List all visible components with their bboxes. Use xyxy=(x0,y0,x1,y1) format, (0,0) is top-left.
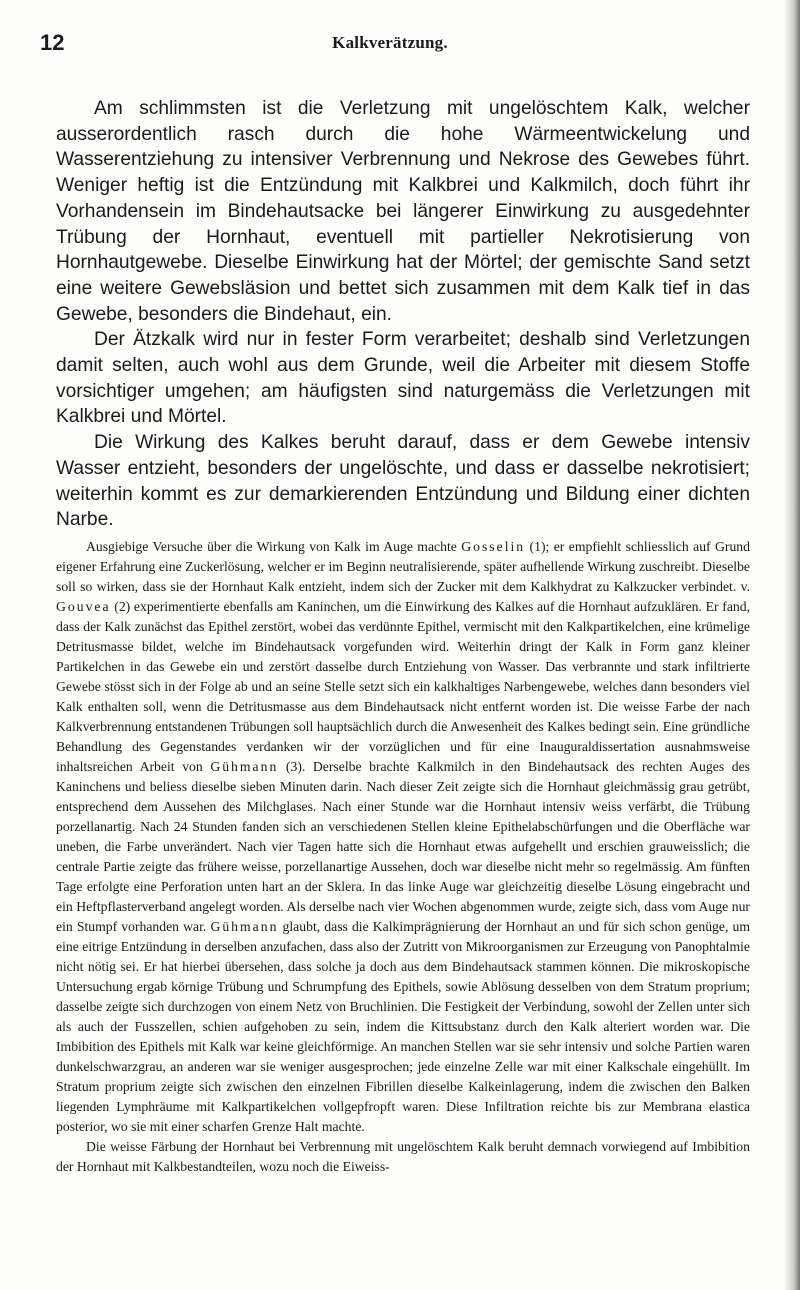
paragraph-2: Der Ätzkalk wird nur in fester Form verarbeitet; deshalb sind Verletzungen damit selten, auch wohl aus dem Grunde, weil die Arbeiter mit diesem Stoffe vorsichtiger umgehen; am häufigsten sind naturgemäss die Verletzungen mit Kalkbrei und Mörtel. xyxy=(56,329,750,428)
header-title: Kalkverätzung. xyxy=(332,33,448,52)
text-run: (3). Derselbe brachte Kalkmilch in den Bindehautsack des rechten Auges des Kaninchens und beliess dieselbe sieben Minuten darin. Nach dieser Zeit zeigte sich die Hornhaut gleichmässig grau getrübt, entsprechend dem Aussehen des Milchglases. Nach einer Stunde war die Hornhaut intensiv weiss verfärbt, die Trübung porzellanartig. Nach 24 Stunden fanden sich an verschiedenen Stellen kleine Epithelabschürfungen und die Oberfläche war uneben, die Farbe unverändert. Nach vier Tagen hatte sich die Hornhaut etwas aufgehellt und erschien grauweisslich; die centrale Partie zeigte das frühere weisse, porzellanartige Aussehen, doch war dieselbe nicht mehr so regelmässig. Am fünften Tage erfolgte eine Perforation unten hart an der Sklera. In das linke Auge war gleichzeitig dieselbe Lösung eingebracht und ein Heftpflasterverband angelegt worden. Als derselbe nach vier Wochen abgenommen wurde, zeigte sich, dass vom Auge nur ein Stumpf vorhanden war. xyxy=(56,758,750,934)
text-run: (2) experimentierte ebenfalls am Kaninchen, um die Einwirkung des Kalkes auf die Hornhaut aufzuklären. Er fand, dass der Kalk zunächst das Epithel zerstört, wobei das verdünnte Epithel, vermischt mit den Kalkpartikelchen, eine krümelige Detritusmasse bildet, welche im Bindehautsack vorgefunden wird. Weiterhin dringt der Kalk in Form ganz kleiner Partikelchen in das Gewebe ein und zerstört dasselbe durch Entziehung von Wasser. Das verbrannte und stark infiltrierte Gewebe stösst sich in der Folge ab und an seine Stelle setzt sich ein kalkhaltiges Narbengewebe, welches dann besonders viel Kalk enthalten soll, wenn die Detritusmasse aus dem Bindehautsack nicht entfernt worden ist. Die weisse Farbe der nach Kalkverbrennung entstandenen Trübungen soll hauptsächlich durch die Anwesenheit des Kalkes bedingt sein. Eine gründliche Behandlung des Gegenstandes verdanken wir der vorzüglichen und für eine Inauguraldissertation ausnahmsweise inhaltsreichen Arbeit von xyxy=(56,598,750,774)
page-number: 12 xyxy=(40,30,65,55)
text-run: glaubt, dass die Kalkimprägnierung der Hornhaut an und für sich schon genüge, um eine eitrige Entzündung in derselben anzufachen, dass also der Zutritt von Mikroorganismen zur Erzeugung von Panophtalmie nicht nötig sei. Er hat hierbei übersehen, dass solche ja doch aus dem Bindehautsack stammen können. Die mikroskopische Untersuchung ergab körnige Trübung und Schrumpfung des Epithels, sowie Ablösung desselben von dem Stratum proprium; dasselbe zeigte sich durchzogen von einem Netz von Bruchlinien. Die Festigkeit der Verbindung, sowohl der Zellen unter sich als auch der Fusszellen, schien aufgehoben zu sein, indem die Kittsubstanz durch den Kalk alteriert worden war. Die Imbibition des Epithels mit Kalk war keine gleichförmige. An manchen Stellen war sie sehr intensiv und solche Partien waren dunkelschwarzgrau, an anderen war sie weniger ausgesprochen; jede einzelne Zelle war mit einer Kalkschale eingehüllt. Im Stratum proprium zeigte sich zwischen den einzelnen Fibrillen dieselbe Kalkeinlagerung, indem die zwischen den Balken liegenden Lymphräume mit Kalkpartikelchen vollgepfropft waren. Diese Infiltration reichte bis zur Membrana elastica posterior, wo sie mit einer scharfen Grenze Halt machte. xyxy=(56,918,750,1134)
text-run: Ausgiebige Versuche über die Wirkung von Kalk im Auge machte xyxy=(86,538,462,554)
body-text xyxy=(56,96,750,1177)
author-name-gouvea: Gouvea xyxy=(56,598,111,614)
small-paragraph-1 xyxy=(56,537,750,1137)
paragraph-1: Am schlimmsten ist die Verletzung mit ungelöschtem Kalk, welcher ausserordentlich rasch durch die hohe Wärmeentwickelung und Wasserentziehung zu intensiver Verbrennung und Nekrose des Gewebes führt. Weniger heftig ist die Entzündung mit Kalkbrei und Kalkmilch, doch führt ihr Vorhandensein im Bindehautsacke bei längerer Einwirkung zu ausgedehnter Trübung der Hornhaut, eventuell mit partieller Nekrotisierung von Hornhautgewebe. Dieselbe Einwirkung hat der Mörtel; der gemischte Sand setzt eine weitere Gewebsläsion und bettet sich zusammen mit dem Kalk tief in das Gewebe, besonders die Bindehaut, ein. xyxy=(56,98,750,325)
text-run: (1); er empfiehlt schliesslich auf Grund eigener Erfahrung eine Zuckerlösung, welcher er im Beginn neutralisierende, später aufhellende Wirkung zuschreibt. Dieselbe soll so wirken, dass sie der Hornhaut Kalk entzieht, indem sich der Zucker mit dem Kalkhydrat zu Kalkzucker verbindet. v. xyxy=(56,538,750,594)
running-head xyxy=(40,30,740,58)
paragraph-3: Die Wirkung des Kalkes beruht darauf, dass er dem Gewebe intensiv Wasser entzieht, besonders der ungelöschte, und dass er dasselbe nekrotisiert; weiterhin kommt es zur demarkierenden Entzündung und Bildung einer dichten Narbe. xyxy=(56,432,750,531)
page-edge-shadow xyxy=(784,0,800,1290)
small-paragraph-2: Die weisse Färbung der Hornhaut bei Verbrennung mit ungelöschtem Kalk beruht demnach vorwiegend auf Imbibition der Hornhaut mit Kalkbestandteilen, wozu noch die Eiweiss- xyxy=(56,1138,750,1174)
author-name-gosselin: Gosselin xyxy=(461,538,526,554)
author-name-guehmann: Gühmann xyxy=(210,918,279,934)
author-name-guehmann: Gühmann xyxy=(210,758,279,774)
